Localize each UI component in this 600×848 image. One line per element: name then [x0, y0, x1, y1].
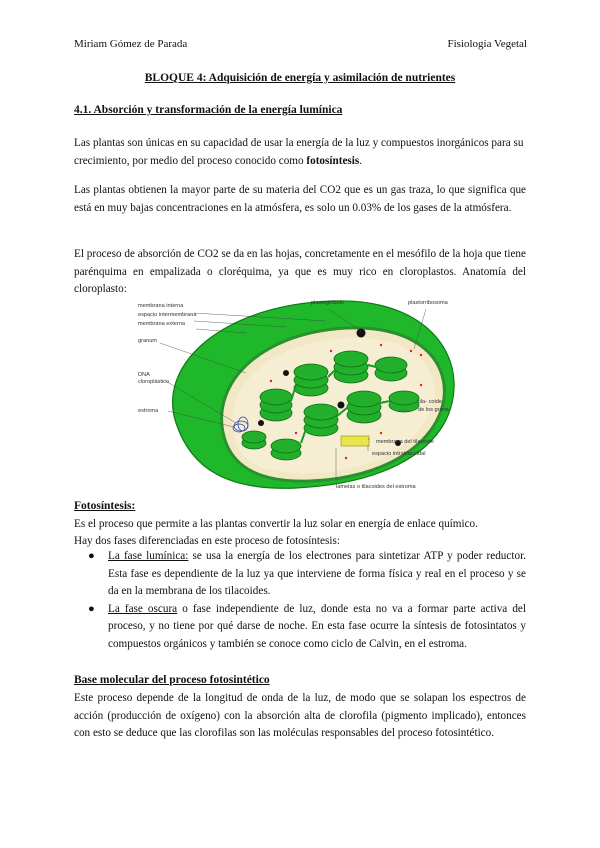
label-cloroplastico: cloroplástico	[138, 379, 170, 385]
label-membrana-externa: membrana externa	[138, 321, 185, 327]
paragraph-intro-text: Las plantas son únicas en su capacidad de usar la energía de la luz y compuestos inorgánicos para su crecimiento, por medio del proceso conocido como	[74, 137, 524, 167]
paragraph-fotosintesis-def: Es el proceso que permite a las plantas convertir la luz solar en energía de enlace químico.	[74, 518, 478, 530]
granum-stack	[260, 389, 292, 405]
label-lamelas: lamelas o tilacoides del estroma	[336, 484, 416, 490]
phase-term-luminica: La fase lumínica:	[108, 550, 189, 562]
thylakoid-membrane-patch	[341, 436, 369, 446]
plastoribosome	[295, 432, 297, 434]
label-plastoglobulo: plastoglóbulo	[311, 300, 344, 306]
granum-stack	[347, 391, 381, 407]
chloroplast-diagram	[136, 293, 466, 498]
bullet-icon: ●	[88, 550, 95, 562]
plastoribosome	[345, 457, 347, 459]
paragraph-intro	[74, 135, 526, 170]
paragraph-intro-end: .	[359, 154, 363, 167]
granum-stack	[334, 351, 368, 367]
phases-list	[74, 548, 526, 653]
granum-stack	[304, 404, 338, 420]
term-fotosintesis: fotosíntesis	[306, 154, 360, 167]
list-item	[74, 548, 526, 601]
label-espacio-intratilacoidal: espacio intratilacoidal	[372, 451, 426, 457]
granum-stack	[242, 431, 266, 443]
label-membrana-tilacoide: membrana del tilacoide	[376, 439, 434, 445]
plastoribosome	[380, 432, 382, 434]
paragraph-fases-intro: Hay dos fases diferenciadas en este proceso de fotosíntesis:	[74, 535, 340, 547]
bullet-icon: ●	[88, 602, 95, 615]
plastoglobule	[357, 329, 366, 338]
granum-stack	[294, 364, 328, 380]
plastoglobule	[338, 402, 345, 409]
plastoglobule	[283, 370, 289, 376]
header-subject: Fisiología Vegetal	[447, 38, 527, 50]
label-espacio-intermembrana: espacio intermembrana	[138, 312, 197, 318]
plastoglobule	[258, 420, 264, 426]
phase-text-oscura: o fase independiente de luz, donde esta no va a formar parte activa del proceso, y no tiene por qué darse de noche. En esta fase ocurre la síntesis de fotosintatos y compuestos orgánicos y también se conoce como ciclo de Calvin, en el estroma.	[108, 602, 526, 650]
label-dna: DNA	[138, 372, 150, 378]
plastoribosome	[330, 350, 332, 352]
page-title: BLOQUE 4: Adquisición de energía y asimilación de nutrientes	[144, 72, 456, 84]
phase-text-luminica: se usa la energía de los electrones para sintetizar ATP y poder reductor. Esta fase es dependiente de la luz ya que interviene de forma física y real en el proceso y se da en la membrana de los tilacoides.	[108, 550, 526, 597]
header-author: Miriam Gómez de Parada	[74, 38, 188, 50]
label-estroma: estroma	[138, 408, 159, 414]
label-granum: granum	[138, 338, 157, 344]
paragraph-base-molecular: Este proceso depende de la longitud de onda de la luz, de modo que se solapan los espectros de acción (producción de oxígeno) con la absorción alta de clorofila (pigmento implicado), entonces con esto se deduce que las clorofilas son las moléculas responsables del proceso fotosintético.	[74, 692, 526, 739]
granum-stack	[271, 439, 301, 453]
plastoribosome	[410, 350, 412, 352]
label-tilacoide: tila- coide	[418, 399, 442, 405]
label-plastorribosoma: plastorribosoma	[408, 300, 448, 306]
paragraph-absorcion: El proceso de absorción de CO2 se da en las hojas, concretamente en el mesófilo de la hoja que tiene parénquima en empalizada o cloréquima, ya que es muy rico en cloroplastos. Anatomía del cloroplasto:	[74, 248, 526, 295]
list-item	[74, 601, 526, 654]
paragraph-co2: Las plantas obtienen la mayor parte de su materia del CO2 que es un gas traza, lo que significa que está en muy bajas concentraciones en la atmósfera, es solo un 0.03% de los gases de la atmósfera.	[74, 184, 526, 214]
section-heading-base-molecular: Base molecular del proceso fotosintético	[74, 674, 270, 686]
label-de-los-grana: de los grana	[418, 407, 449, 413]
section-heading-4-1: 4.1. Absorción y transformación de la energía lumínica	[74, 104, 343, 116]
plastoribosome	[380, 344, 382, 346]
plastoribosome	[420, 384, 422, 386]
label-membrana-interna: membrana interna	[138, 303, 184, 309]
plastoribosome	[420, 354, 422, 356]
plastoribosome	[270, 380, 272, 382]
granum-stack	[375, 357, 407, 373]
granum-stack	[389, 391, 419, 405]
section-heading-fotosintesis: Fotosíntesis:	[74, 500, 136, 512]
phase-term-oscura: La fase oscura	[108, 602, 178, 615]
